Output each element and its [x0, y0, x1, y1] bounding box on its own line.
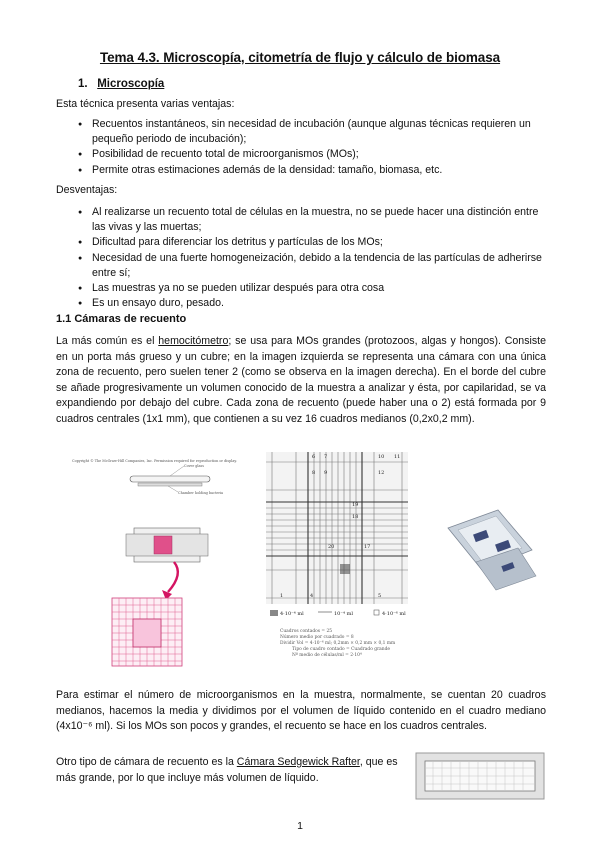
copyright-note: Copyright © The McGraw-Hill Companies, Inc. Permission required for reproduction or display.: [72, 459, 237, 463]
section-heading: [78, 78, 164, 90]
hemocytometer-diagram: [72, 458, 237, 666]
svg-text:Tipo de cuadro contado = Cuadr: Tipo de cuadro contado = Cuadrado grande: [292, 647, 391, 652]
hemocytometer-paragraph: La más común es el hemocitómetro; se usa para MOs grandes (protozoos, algas y hongos). Consiste en un porta más grueso y un cubre; en la imagen izquierda se representa una cámara con una única zona de recuento, pero suelen tener 2 (como se observa en la imagen derecha). En el borde del cubre se añade progresivamente un volumen conocido de la muestra a analizar y ésta, por capilaridad, se va expandiendo por debajo del cubre. Cada zona de recuento (puede haber una o 2) está formada por 9 cuadros centrales (1x1 mm), que contienen a su vez 16 cuadros medianos (0,2x0,2 mm).: [56, 335, 546, 425]
list-item: ● Recuentos instantáneos, sin necesidad de incubación (aunque algunas técnicas requieren un pequeño periodo de incubación);: [56, 117, 546, 147]
list-item: ● Las muestras ya no se pueden utilizar después para otra cosa: [56, 281, 546, 296]
svg-text:4·10⁻⁶ ml: 4·10⁻⁶ ml: [382, 611, 406, 617]
cover-glass-label: Cover glass: [184, 464, 205, 468]
svg-text:1: 1: [280, 593, 284, 599]
hemocytometer-grid-photo: [266, 452, 408, 658]
sedgewick-rafter-link[interactable]: Cámara Sedgewick Rafter: [236, 756, 360, 768]
document-title: Tema 4.3. Microscopía, citometría de flujo y cálculo de biomasa: [99, 50, 501, 65]
counting-procedure-paragraph: Para estimar el número de microorganismos en la muestra, normalmente, se cuentan 20 cuadros medianos, hacemos la media y dividimos por el volumen de líquido contenido en el cuadro mediano (4x10⁻⁶ ml). Si los MOs son pocos y grandes, el recuento se hace en los cuadros centrales.: [56, 689, 546, 732]
list-item: ● Posibilidad de recuento total de microorganismos (MOs);: [56, 147, 546, 162]
hemocytometer-link[interactable]: hemocitómetro: [158, 335, 229, 347]
chamber-label: Chamber holding bacteria: [178, 491, 224, 495]
intro-text: Esta técnica presenta varias ventajas:: [56, 98, 235, 110]
svg-text:Número medio por cuadrado = 8: Número medio por cuadrado = 8: [280, 635, 354, 640]
disadvantages-title: Desventajas:: [56, 184, 118, 196]
page-number: 1: [297, 820, 303, 832]
svg-text:18: 18: [352, 514, 359, 520]
list-item: ● Al realizarse un recuento total de células en la muestra, no se puede hacer una distinción entre las vivas y las muertas;: [56, 205, 546, 235]
list-item: ● Permite otras estimaciones además de la densidad: tamaño, biomasa, etc.: [56, 163, 546, 178]
svg-text:10: 10: [378, 454, 385, 460]
sedgewick-rafter-photo: [415, 752, 545, 800]
svg-text:Dividir Vol = 4·10⁻⁶ ml; 0,2mm: Dividir Vol = 4·10⁻⁶ ml; 0,2mm × 0,2 mm × 0,1 mm: [280, 641, 396, 646]
svg-text:5: 5: [378, 593, 382, 599]
svg-text:12: 12: [378, 470, 385, 476]
section-number: 1.: [78, 78, 88, 90]
list-item: ● Necesidad de una fuerte homogeneización, debido a la tendencia de las partículas de adherirse entre sí;: [56, 251, 546, 281]
svg-text:4: 4: [310, 593, 314, 599]
svg-text:17: 17: [364, 544, 371, 550]
svg-text:8: 8: [312, 470, 316, 476]
svg-text:19: 19: [352, 502, 359, 508]
advantages-list: [56, 117, 546, 178]
sedgewick-paragraph: Otro tipo de cámara de recuento es la Cámara Sedgewick Rafter, que es más grande, por lo que incluye más volumen de líquido.: [56, 756, 398, 784]
section-title: Microscopía: [97, 78, 165, 90]
pink-counting-grid: [112, 598, 182, 666]
svg-text:7: 7: [324, 454, 328, 460]
svg-text:4·10⁻⁴ ml: 4·10⁻⁴ ml: [280, 611, 304, 617]
svg-text:Nº medio de células/ml = 2·10⁴: Nº medio de células/ml = 2·10⁴: [292, 653, 362, 658]
svg-text:9: 9: [324, 470, 328, 476]
list-item: ● Dificultad para diferenciar los detritus y partículas de los MOs;: [56, 235, 546, 250]
disadvantages-list: [56, 205, 546, 311]
svg-text:6: 6: [312, 454, 316, 460]
svg-text:Cuadros contados = 25: Cuadros contados = 25: [280, 629, 333, 634]
hemocytometer-photo: [448, 510, 536, 590]
subsection-heading: 1.1 Cámaras de recuento: [56, 313, 187, 325]
list-item: ● Es un ensayo duro, pesado.: [56, 296, 546, 311]
svg-text:20: 20: [328, 544, 335, 550]
svg-text:10⁻⁴ ml: 10⁻⁴ ml: [334, 611, 353, 617]
svg-text:11: 11: [394, 454, 401, 460]
counting-chamber-figures: [56, 452, 546, 668]
